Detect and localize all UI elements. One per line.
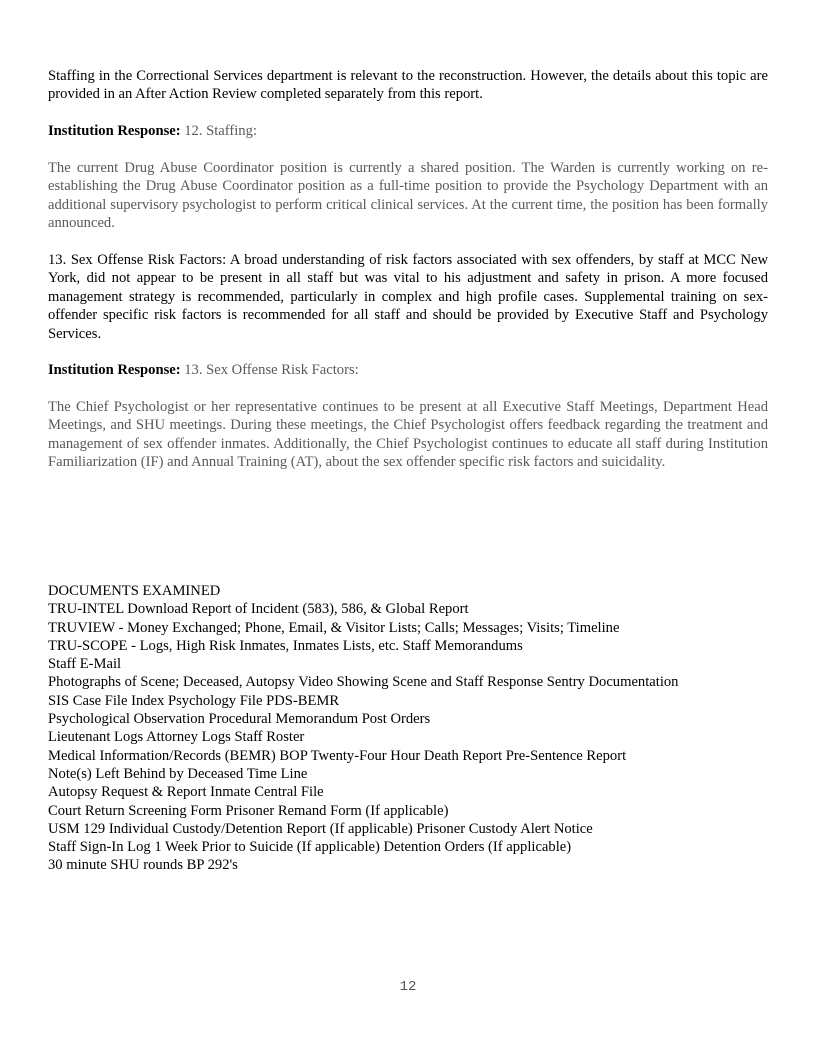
institution-response-13-body: The Chief Psychologist or her representative continues to be present at all Executive Staff Meetings, Department Head Meetings, and SHU meetings. During these meetings, the Chief Psychologist offers feedback regarding the treatment and management of sex offender inmates. Additionally, the Chief Psychologist continues to educate all staff during Institution Familiarization (IF) and Annual Training (AT), about the sex offender specific risk factors and suicidality. xyxy=(48,399,768,471)
institution-response-label: Institution Response: xyxy=(48,123,181,139)
document-item: Staff Sign-In Log 1 Week Prior to Suicide (If applicable) Detention Orders (If applicable) xyxy=(48,839,572,856)
document-item: TRUVIEW - Money Exchanged; Phone, Email, & Visitor Lists; Calls; Messages; Visits; Timeline xyxy=(48,619,620,636)
response-12-title: 12. Staffing: xyxy=(180,123,257,139)
document-item: Autopsy Request & Report Inmate Central File xyxy=(48,784,324,801)
page-number: 12 xyxy=(399,979,417,995)
document-item: Medical Information/Records (BEMR) BOP Twenty-Four Hour Death Report Pre-Sentence Report xyxy=(48,747,627,764)
document-item: Staff E-Mail xyxy=(48,656,122,673)
institution-response-12-body: The current Drug Abuse Coordinator position is currently a shared position. The Warden is currently working on re-establishing the Drug Abuse Coordinator position as a full-time position to provide the Psychology Department with an additional supervisory psychologist to perform critical clinical services. At the current time, the position has been formally announced. xyxy=(48,160,768,232)
institution-response-12-heading xyxy=(48,122,768,140)
staffing-intro-paragraph: Staffing in the Correctional Services department is relevant to the reconstruction. However, the details about this topic are provided in an After Action Review completed separately from this report. xyxy=(48,68,768,103)
documents-examined-heading: DOCUMENTS EXAMINED xyxy=(48,583,221,599)
document-item: 30 minute SHU rounds BP 292's xyxy=(48,857,238,874)
finding-13-paragraph: 13. Sex Offense Risk Factors: A broad understanding of risk factors associated with sex offenders, by staff at MCC New York, did not appear to be present in all staff but was vital to his adjustment and safety in prison. A more focused management strategy is recommended, particularly in complex and high profile cases. Supplemental training on sex-offender specific risk factors is recommended for all staff and should be provided by Executive Staff and Psychology Services. xyxy=(48,252,768,342)
document-item: USM 129 Individual Custody/Detention Report (If applicable) Prisoner Custody Alert Notice xyxy=(48,820,593,837)
response-13-title: 13. Sex Offense Risk Factors: xyxy=(180,362,359,378)
document-item: Lieutenant Logs Attorney Logs Staff Roster xyxy=(48,729,305,746)
documents-examined-list xyxy=(48,582,788,875)
institution-response-label: Institution Response: xyxy=(48,362,181,378)
institution-response-13-heading xyxy=(48,361,768,379)
document-item: Photographs of Scene; Deceased, Autopsy Video Showing Scene and Staff Response Sentry Documentation xyxy=(48,674,679,691)
document-item: Note(s) Left Behind by Deceased Time Line xyxy=(48,765,308,782)
document-item: TRU-SCOPE - Logs, High Risk Inmates, Inmates Lists, etc. Staff Memorandums xyxy=(48,637,523,654)
document-item: Psychological Observation Procedural Memorandum Post Orders xyxy=(48,711,431,728)
document-item: Court Return Screening Form Prisoner Remand Form (If applicable) xyxy=(48,802,449,819)
document-item: TRU-INTEL Download Report of Incident (583), 586, & Global Report xyxy=(48,601,469,618)
document-item: SIS Case File Index Psychology File PDS-BEMR xyxy=(48,692,340,709)
